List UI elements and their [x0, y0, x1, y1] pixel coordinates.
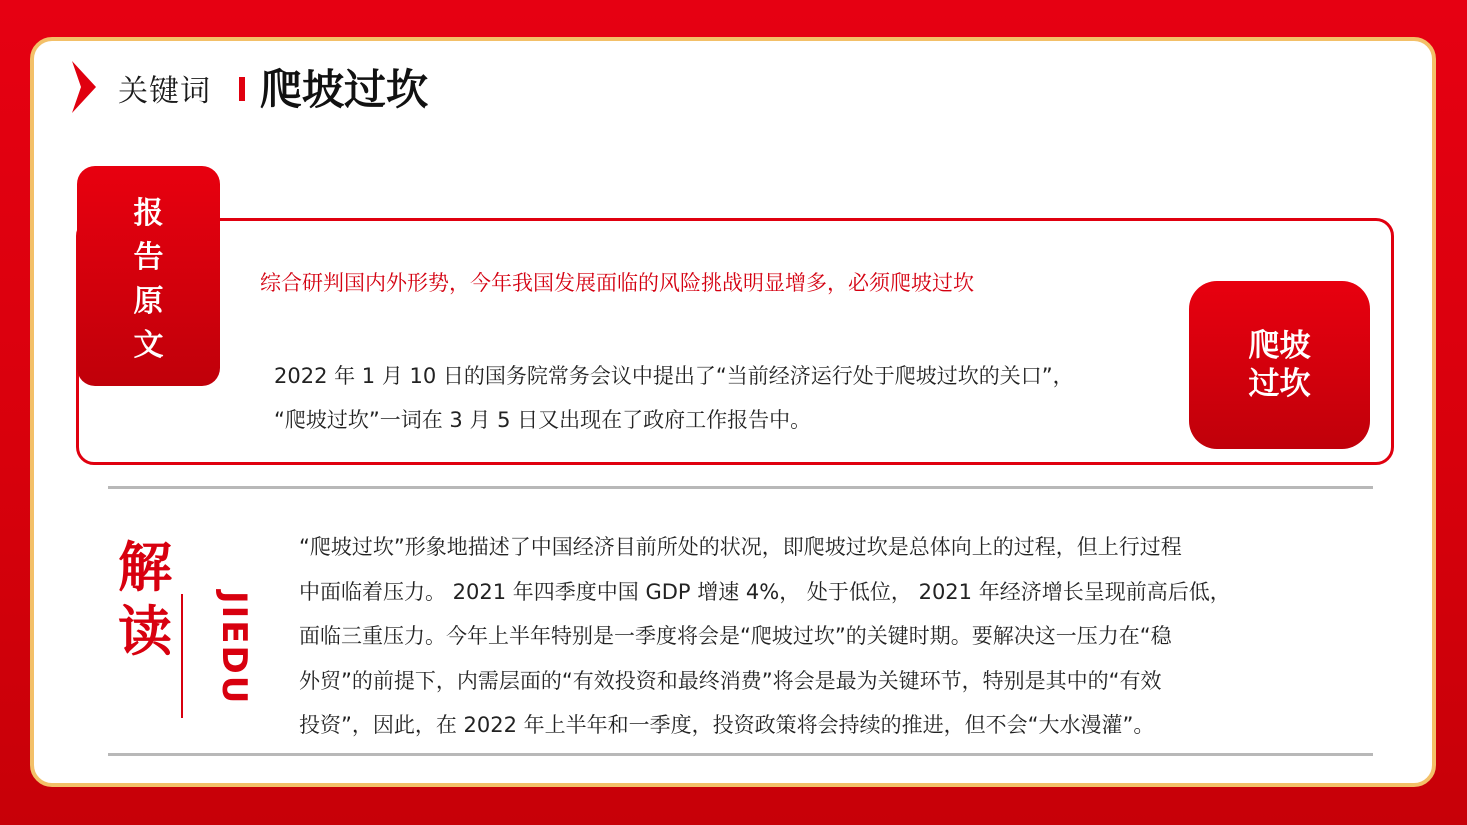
report-original-tab: [77, 166, 220, 386]
interpretation-label-char: 读: [118, 600, 172, 663]
report-paragraph-line: “爬坡过坎”一词在 3 月 5 日又出现在了政府工作报告中。: [274, 408, 812, 432]
section-divider-top: [108, 486, 1373, 489]
keyword-label: 关键词: [118, 74, 211, 109]
badge-line: 过坎: [1248, 366, 1311, 402]
interpretation-paragraph-line: “爬坡过坎”形象地描述了中国经济目前所处的状况，即爬坡过坎是总体向上的过程，但上行过程: [299, 535, 1182, 559]
report-highlight-sentence: 综合研判国内外形势，今年我国发展面临的风险挑战明显增多，必须爬坡过坎: [260, 271, 974, 295]
interpretation-label: [118, 536, 172, 664]
report-tab-char: 原: [133, 284, 164, 319]
interpretation-paragraph-line: 中面临着压力。 2021 年四季度中国 GDP 增速 4%， 处于低位， 2021 年经济增长呈现前高后低，: [299, 579, 1231, 604]
interpretation-paragraph-line: 面临三重压力。今年上半年特别是一季度将会是“爬坡过坎”的关键时期。要解决这一压力在“稳: [299, 624, 1172, 648]
interpretation-paragraph-line: 投资”，因此，在 2022 年上半年和一季度，投资政策将会持续的推进，但不会“大水漫灌”。: [299, 713, 1155, 737]
slide-panel: [30, 37, 1436, 787]
interpretation-label-english: JIEDU: [214, 591, 254, 706]
section-divider-bottom: [108, 753, 1373, 756]
title-divider-bar: [239, 77, 245, 101]
chevron-right-icon: [72, 61, 96, 113]
badge-line: 爬坡: [1248, 328, 1311, 364]
interpretation-label-rule: [181, 594, 183, 718]
interpretation-paragraph: [299, 525, 1379, 748]
keyword-badge: [1189, 281, 1370, 449]
interpretation-paragraph-line: 外贸”的前提下，内需层面的“有效投资和最终消费”将会是最为关键环节，特别是其中的“有效: [299, 668, 1162, 693]
interpretation-label-char: 解: [118, 536, 172, 599]
report-paragraph: [274, 354, 1204, 442]
page-title: 爬坡过坎: [260, 65, 429, 114]
report-paragraph-line: 2022 年 1 月 10 日的国务院常务会议中提出了“当前经济运行处于爬坡过坎的关口”，: [274, 364, 1074, 388]
report-tab-char: 告: [133, 240, 164, 275]
report-tab-char: 报: [133, 196, 164, 231]
report-tab-char: 文: [133, 328, 164, 363]
